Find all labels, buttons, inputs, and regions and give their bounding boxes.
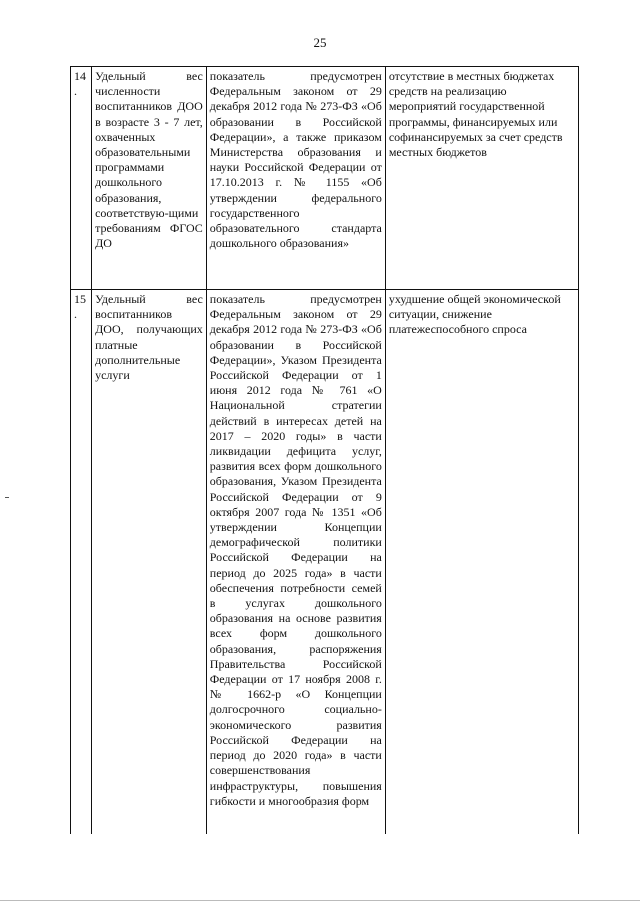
indicator-name: Удельный вес численности воспитанников ДОО в возрасте 3 - 7 лет, охваченных образовательными программами дошкольного образования, соответствую-щими требованиям ФГОС ДО [92, 67, 207, 290]
indicators-table [70, 66, 579, 834]
row-number: 14. [71, 67, 92, 290]
table-row [71, 67, 579, 290]
indicator-name: Удельный вес воспитанников ДОО, получающих платные дополнительные услуги [92, 290, 207, 835]
indicator-risk: ухудшение общей экономической ситуации, снижение платежеспособного спроса [385, 290, 578, 835]
indicator-legal-basis: показатель предусмотрен Федеральным законом от 29 декабря 2012 года № 273-ФЗ «Об образовании в Российской Федерации», а также приказом Министерства образования и науки Российской Федерации от 17.10.2013 г. № 1155 «Об утверждении федерального государственного образовательного стандарта дошкольного образования» [206, 67, 385, 290]
indicator-legal-basis: показатель предусмотрен Федеральным законом от 29 декабря 2012 года № 273-ФЗ «Об образовании в Российской Федерации», Указом Президента Российской Федерации от 1 июня 2012 года № 761 «О Национальной стратегии действий в интересах детей на 2017 – 2020 годы» в части ликвидации дефицита услуг, развития всех форм дошкольного образования, Указом Президента Российской Федерации от 9 октября 2007 года № 1351 «Об утверждении Концепции демографической политики Российской Федерации на период до 2025 года» в части обеспечения потребности семей в услугах дошкольного образования на основе развития всех форм дошкольного образования, распоряжения Правительства Российской Федерации от 17 ноября 2008 г. № 1662-р «О Концепции долгосрочного социально-экономического развития Российской Федерации на период до 2020 года» в части совершенствования инфраструктуры, повышения гибкости и многообразия форм [206, 290, 385, 835]
indicator-risk: отсутствие в местных бюджетах средств на реализацию мероприятий государственной программы, финансируемых или софинансируемых за счет средств местных бюджетов [385, 67, 578, 290]
page-number: 25 [313, 35, 327, 50]
row-number: 15. [71, 290, 92, 835]
page-bottom-edge [0, 900, 640, 901]
margin-mark [5, 497, 9, 498]
table-row [71, 290, 579, 835]
